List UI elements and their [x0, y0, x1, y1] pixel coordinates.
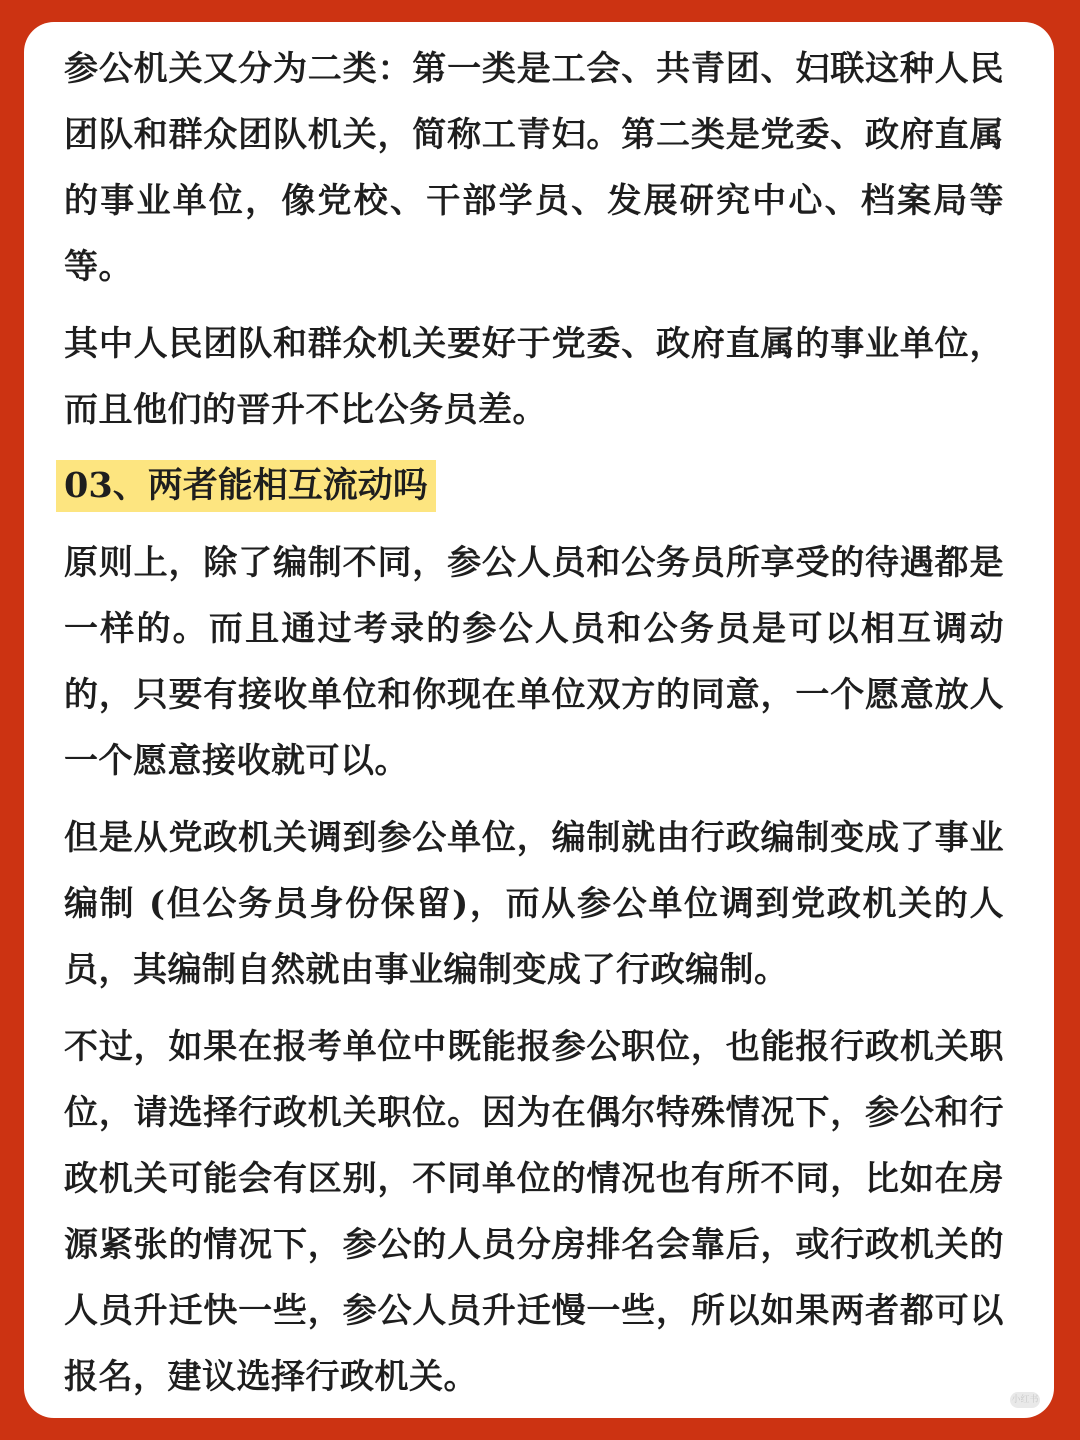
paragraph-5: 不过，如果在报考单位中既能报参公职位，也能报行政机关职位，请选择行政机关职位。因为在偶尔特殊情况下，参公和行政机关可能会有区别，不同单位的情况也有所不同，比如在房源紧张的情况下，参公的人员分房排名会靠后，或行政机关的人员升迁快一些，参公人员升迁慢一些，所以如果两者都可以报名，建议选择行政机关。	[64, 1027, 1004, 1397]
paragraph-2: 其中人民团队和群众机关要好于党委、政府直属的事业单位，而且他们的晋升不比公务员差。	[64, 324, 1004, 430]
content-card	[24, 22, 1054, 1418]
paragraph-4: 但是从党政机关调到参公单位，编制就由行政编制变成了事业编制 (但公务员身份保留)，而从参公单位调到党政机关的人员，其编制自然就由事业编制变成了行政编制。	[64, 818, 1004, 990]
watermark-logo: 小红书	[1010, 1392, 1040, 1408]
paragraph-3: 原则上，除了编制不同，参公人员和公务员所享受的待遇都是一样的。而且通过考录的参公人员和公务员是可以相互调动的，只要有接收单位和你现在单位双方的同意，一个愿意放人一个愿意接收就可以。	[64, 543, 1004, 781]
section-heading: 03、两者能相互流动吗	[56, 460, 436, 512]
paragraph-1: 参公机关又分为二类：第一类是工会、共青团、妇联这种人民团队和群众团队机关，简称工青妇。第二类是党委、政府直属的事业单位，像党校、干部学员、发展研究中心、档案局等等。	[64, 49, 1004, 287]
